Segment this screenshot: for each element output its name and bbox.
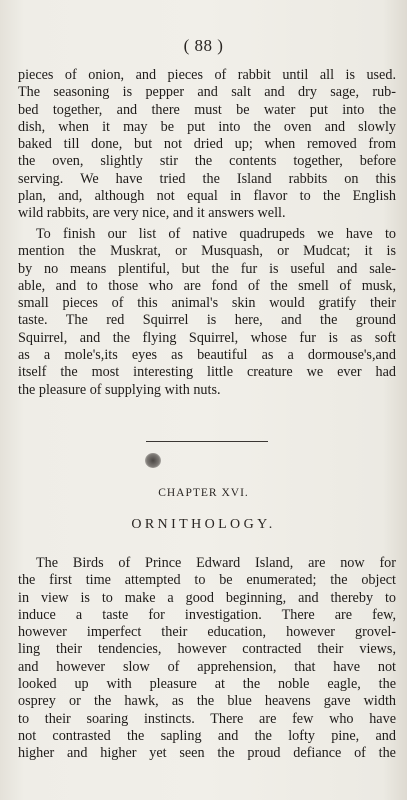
- text-line: pieces of onion, and pieces of rabbit until all is used.: [18, 67, 396, 83]
- text-line: able, and to those who are fond of the smell of musk,: [18, 277, 396, 294]
- section-title: ORNITHOLOGY.: [131, 517, 276, 532]
- text-line: wild rabbits, are very nice, and it answers well.: [18, 205, 286, 222]
- text-line: induce a taste for investigation. There are few,: [18, 606, 396, 623]
- page-number: ( 88 ): [183, 36, 224, 55]
- text-line: baked till done, but not dried up; when removed from: [18, 136, 396, 153]
- text-line: Squirrel, and the flying Squirrel, whose fur is as soft: [18, 329, 396, 346]
- text-line: the pleasure of supplying with nuts.: [18, 381, 221, 398]
- section-divider-rule: [146, 441, 268, 442]
- text-line: however imperfect their education, however grovel-: [18, 624, 396, 641]
- text-line: serving. We have tried the Island rabbits on this: [18, 170, 396, 187]
- text-line: mention the Muskrat, or Musquash, or Mudcat; it is: [18, 243, 396, 260]
- text-line: small pieces of this animal's skin would gratify their: [18, 295, 396, 312]
- text-line: To finish our list of native quadrupeds we have to: [36, 226, 396, 242]
- text-line: osprey or the hawk, as the blue heavens gave width: [18, 693, 396, 710]
- text-line: ling their tendencies, however contracted their views,: [18, 641, 396, 658]
- text-line: not contrasted the sapling and the lofty pine, and: [18, 727, 396, 744]
- paragraph-quadrupeds: [18, 226, 396, 399]
- text-line: in view is to make a good beginning, and thereby to: [18, 589, 396, 606]
- text-line: the oven, slightly stir the contents together, before: [18, 153, 396, 170]
- paragraph-birds-intro: [18, 555, 396, 763]
- text-line: the first time attempted to be enumerated; the object: [18, 572, 396, 589]
- text-line: looked up with pleasure at the noble eagle, the: [18, 676, 396, 693]
- text-line: to their soaring instincts. There are few who have: [18, 710, 396, 727]
- text-line: taste. The red Squirrel is here, and the ground: [18, 312, 396, 329]
- text-line: bed together, and there must be water put into the: [18, 101, 396, 118]
- text-line: The Birds of Prince Edward Island, are now for: [36, 555, 396, 571]
- text-line: plan, and, although not equal in flavor to the English: [18, 188, 396, 205]
- text-line: higher and higher yet seen the proud defiance of the: [18, 745, 396, 762]
- ink-blot-mark: [145, 453, 161, 468]
- text-line: dish, when it may be put into the oven and slowly: [18, 118, 396, 135]
- chapter-heading: CHAPTER XVI.: [158, 487, 249, 499]
- text-line: itself the most interesting little creature we ever had: [18, 364, 396, 381]
- text-line: as a mole's,its eyes as beautiful as a dormouse's,and: [18, 347, 396, 364]
- text-line: and however slow of apprehension, that have not: [18, 658, 396, 675]
- text-line: by no means plentiful, but the fur is useful and sale-: [18, 260, 396, 277]
- paragraph-rabbit-recipe: [18, 67, 396, 223]
- text-line: The seasoning is pepper and salt and dry sage, rub-: [18, 84, 396, 101]
